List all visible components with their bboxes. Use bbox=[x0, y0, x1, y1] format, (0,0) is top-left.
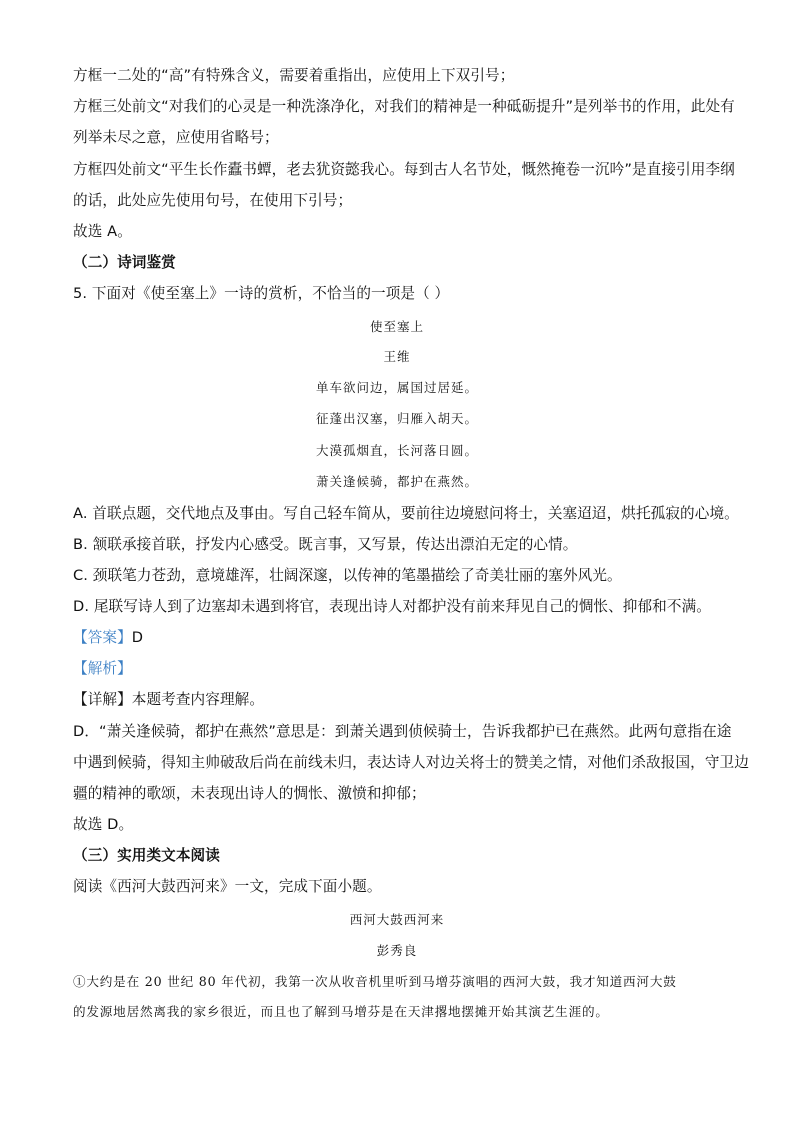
text-line: 方框四处前文“平生长作蠹书蟫，老去犹资懿我心。每到古人名节处，慨然掩卷一沉吟”是直接引用李纲 bbox=[73, 161, 735, 178]
detail-text: 本题考查内容理解。 bbox=[131, 691, 265, 708]
section-heading: （三）实用类文本阅读 bbox=[73, 847, 220, 864]
section-heading: （二）诗词鉴赏 bbox=[73, 254, 176, 271]
article-paragraph-line: 的发源地居然离我的家乡很近，而且也了解到马增芬是在天津撂地摆摊开始其演艺生涯的。 bbox=[73, 1004, 609, 1019]
text-line: 方框一二处的“高”有特殊含义，需要着重指出，应使用上下双引号； bbox=[73, 67, 515, 84]
poem-line: 征蓬出汉塞，归雁入胡天。 bbox=[315, 411, 478, 426]
analysis-line bbox=[73, 659, 728, 679]
article-title: 西河大鼓西河来 bbox=[349, 912, 445, 927]
option-d: D. 尾联写诗人到了边塞却未遇到将官，表现出诗人对都护没有前来拜见自己的惆怅、抑郁和不满。 bbox=[73, 598, 711, 615]
analysis-tag: 【解析】 bbox=[73, 660, 132, 677]
article-author: 彭秀良 bbox=[376, 943, 418, 958]
poem-title: 使至塞上 bbox=[369, 319, 424, 334]
poem-author: 王维 bbox=[383, 349, 411, 364]
article-paragraph-line: ①大约是在 20 世纪 80 年代初，我第一次从收音机里听到马增芬演唱的西河大鼓，我才知道西河大鼓 bbox=[73, 974, 677, 989]
text-line: 方框三处前文“对我们的心灵是一种洗涤净化，对我们的精神是一种砥砺提升”是列举书的作用，此处有 bbox=[73, 98, 735, 115]
answer-line bbox=[73, 628, 728, 648]
choice-line: 故选 D。 bbox=[73, 816, 134, 833]
poem-line: 单车欲问边，属国过居延。 bbox=[315, 380, 478, 395]
text-line: 的话，此处应先使用句号，在使用下引号； bbox=[73, 192, 353, 209]
text-line: 列举未尽之意，应使用省略号； bbox=[73, 129, 279, 146]
reading-instruction: 阅读《西河大鼓西河来》一文，完成下面小题。 bbox=[73, 878, 382, 895]
option-a: A. 首联点题，交代地点及事由。写自己轻车简从，要前往边境慰问将士，关塞迢迢，烘托孤寂的心境。 bbox=[73, 505, 739, 522]
explanation-line: 中遇到候骑，得知主帅破敌后尚在前线未归，表达诗人对边关将士的赞美之情，对他们杀敌报国，守卫边 bbox=[73, 754, 749, 771]
option-b: B. 颔联承接首联，抒发内心感受。既言事，又写景，传达出漂泊无定的心情。 bbox=[73, 536, 578, 553]
question-stem: 5. 下面对《使至塞上》一诗的赏析，不恰当的一项是（ ） bbox=[73, 285, 450, 302]
text-line: 故选 A。 bbox=[73, 223, 132, 240]
answer-tag: 【答案】 bbox=[73, 629, 132, 646]
explanation-line: 疆的精神的歌颂，未表现出诗人的惆怅、激愤和抑郁； bbox=[73, 785, 426, 802]
option-c: C. 颈联笔力苍劲，意境雄浑，壮阔深邃，以传神的笔墨描绘了奇美壮丽的塞外风光。 bbox=[73, 567, 622, 584]
poem-line: 大漠孤烟直，长河落日圆。 bbox=[315, 443, 478, 458]
detail-tag: 【详解】 bbox=[73, 691, 132, 708]
explanation-line: D．“萧关逢候骑，都护在燕然”意思是：到萧关遇到侦候骑士，告诉我都护已在燕然。此两句意指在途 bbox=[73, 723, 732, 740]
detail-line bbox=[73, 690, 728, 710]
answer-value: D bbox=[131, 629, 144, 646]
poem-line: 萧关逢候骑，都护在燕然。 bbox=[315, 474, 478, 489]
